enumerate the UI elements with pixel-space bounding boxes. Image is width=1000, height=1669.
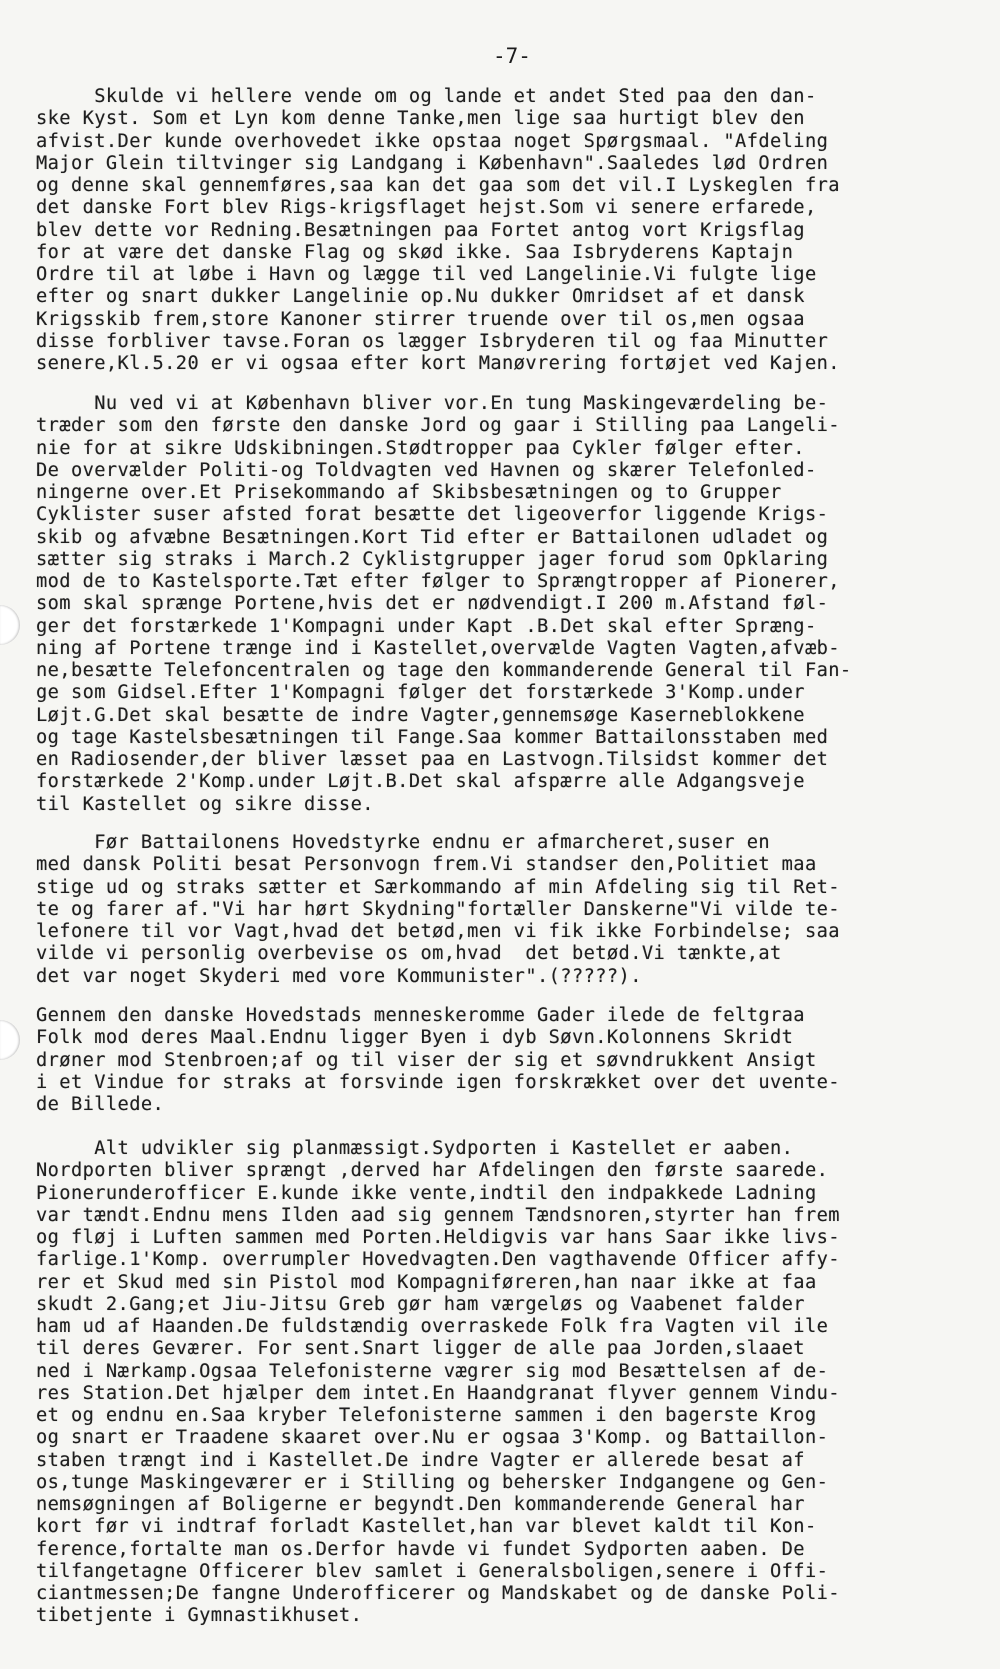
- text-line: ned i Nærkamp.Ogsaa Telefonisterne vægrer sig mod Besættelsen af de-: [36, 1360, 829, 1382]
- text-line: res Station.Det hjælper dem intet.En Haandgranat flyver gennem Vindu-: [36, 1382, 840, 1404]
- text-line: ske Kyst. Som et Lyn kom denne Tanke,men lige saa hurtigt blev den: [36, 108, 805, 130]
- text-line: farlige.1'Komp. overrumpler Hovedvagten.Den vagthavende Officer affy-: [36, 1249, 840, 1271]
- text-line: Nu ved vi at København bliver vor.En tung Maskingeværdeling be-: [36, 393, 829, 414]
- text-line: Folk mod deres Maal.Endnu ligger Byen i dyb Søvn.Kolonnens Skridt: [36, 1027, 794, 1049]
- text-line: efter og snart dukker Langelinie op.Nu dukker Omridset af et dansk: [36, 286, 805, 308]
- text-line: skudt 2.Gang;et Jiu-Jitsu Greb gør ham værgeløs og Vaabenet falder: [36, 1293, 805, 1315]
- text-line: med dansk Politi besat Personvogn frem.Vi standser den,Politiet maa: [36, 854, 817, 876]
- text-line: staben trængt ind i Kastellet.De indre Vagter er allerede besat af: [36, 1449, 805, 1471]
- text-line: de Billede.: [36, 1094, 165, 1115]
- text-line: Løjt.G.Det skal besætte de indre Vagter,gennemsøge Kaserneblokkene: [36, 704, 805, 726]
- text-line: ference,fortalte man os.Derfor havde vi fundet Sydporten aaben. De: [36, 1538, 805, 1560]
- text-line: Før Battailonens Hovedstyrke endnu er afmarcheret,suser en: [36, 832, 771, 853]
- punch-hole: [0, 1020, 20, 1060]
- text-line: var tændt.Endnu mens Ilden aad sig gennem Tændsnoren,styrter han frem: [36, 1204, 840, 1226]
- text-line: disse forbliver tavse.Foran os lægger Isbryderen til og faa Minutter: [36, 330, 829, 352]
- text-line: og tage Kastelsbesætningen til Fange.Saa kommer Battailonsstaben med: [36, 726, 829, 748]
- text-line: os,tunge Maskingeværer er i Stilling og behersker Indgangene og Gen-: [36, 1471, 829, 1493]
- text-line: ge som Gidsel.Efter 1'Kompagni følger det forstærkede 3'Komp.under: [36, 682, 805, 704]
- paragraph-3: [36, 832, 966, 988]
- text-line: Krigsskib frem,store Kanoner stirrer truende over til os,men ogsaa: [36, 308, 805, 330]
- text-line: nemsøgningen af Boligerne er begyndt.Den kommanderende General har: [36, 1494, 805, 1515]
- paragraph-2: [36, 393, 966, 816]
- text-line: træder som den første den danske Jord og gaar i Stilling paa Langeli-: [36, 415, 840, 437]
- text-line: Cyklister suser afsted forat besætte det ligeoverfor liggende Krigs-: [36, 504, 829, 526]
- text-line: Pionerunderofficer E.kunde ikke vente,indtil den indpakkede Ladning: [36, 1182, 817, 1204]
- text-line: i et Vindue for straks at forsvinde igen forskrækket over det uvente-: [36, 1071, 840, 1093]
- text-line: til Kastellet og sikre disse.: [36, 793, 374, 815]
- text-line: Alt udvikler sig planmæssigt.Sydporten i Kastellet er aaben.: [36, 1138, 794, 1159]
- punch-hole: [0, 605, 20, 645]
- text-line: for at være det danske Flag og skød ikke. Saa Isbryderens Kaptajn: [36, 241, 794, 263]
- text-line: et og endnu en.Saa kryber Telefonisterne sammen i den bagerste Krog: [36, 1405, 817, 1426]
- text-line: rer et Skud med sin Pistol mod Kompagniføreren,han naar ikke at faa: [36, 1271, 817, 1293]
- text-line: ningerne over.Et Prisekommando af Skibsbesætningen og to Grupper: [36, 482, 782, 503]
- page-number: -7-: [493, 44, 531, 68]
- text-line: Major Glein tiltvinger sig Landgang i København".Saaledes lød Ordren: [36, 152, 829, 174]
- text-line: ning af Portene trænge ind i Kastellet,overvælde Vagten Vagten,afvæb-: [36, 637, 840, 659]
- text-line: og denne skal gennemføres,saa kan det gaa som det vil.I Lyskeglen fra: [36, 175, 840, 196]
- text-line: forstærkede 2'Komp.under Løjt.B.Det skal afspærre alle Adgangsveje: [36, 771, 805, 793]
- text-line: sætter sig straks i March.2 Cyklistgrupper jager forud som Opklaring: [36, 548, 829, 570]
- paragraph-1: [36, 86, 966, 375]
- text-line: og snart er Traadene skaaret over.Nu er ogsaa 3'Komp. og Battaillon-: [36, 1427, 829, 1449]
- text-line: tibetjente i Gymnastikhuset.: [36, 1605, 363, 1627]
- text-line: mod de to Kastelsporte.Tæt efter følger to Sprængtropper af Pionerer,: [36, 571, 840, 592]
- paragraph-5: [36, 1138, 966, 1628]
- text-line: ciantmessen;De fangne Underofficerer og Mandskabet og de danske Poli-: [36, 1583, 840, 1604]
- text-line: senere,Kl.5.20 er vi ogsaa efter kort Manøvrering fortøjet ved Kajen.: [36, 353, 840, 374]
- text-line: Skulde vi hellere vende om og lande et andet Sted paa den dan-: [36, 86, 817, 107]
- text-line: som skal sprænge Portene,hvis det er nødvendigt.I 200 m.Afstand føl-: [36, 593, 829, 615]
- text-line: det var noget Skyderi med vore Kommunister".(?????).: [36, 965, 642, 987]
- text-line: stige ud og straks sætter et Særkommando af min Afdeling sig til Ret-: [36, 876, 840, 898]
- text-line: til deres Geværer. For sent.Snart ligger de alle paa Jorden,slaaet: [36, 1338, 805, 1360]
- text-line: afvist.Der kunde overhovedet ikke opstaa noget Spørgsmaal. "Afdeling: [36, 130, 829, 152]
- text-line: det danske Fort blev Rigs-krigsflaget hejst.Som vi senere erfarede,: [36, 197, 817, 219]
- text-line: te og farer af."Vi har hørt Skydning"fortæller Danskerne"Vi vilde te-: [36, 898, 840, 920]
- text-line: kort før vi indtraf forladt Kastellet,han var blevet kaldt til Kon-: [36, 1516, 817, 1538]
- text-line: nie for at sikre Udskibningen.Stødtropper paa Cykler følger efter.: [36, 437, 805, 459]
- text-line: vilde vi personlig overbevise os om,hvad det betød.Vi tænkte,at: [36, 943, 782, 965]
- text-line: lefonere til vor Vagt,hvad det betød,men vi fik ikke Forbindelse; saa: [36, 921, 840, 942]
- text-line: Nordporten bliver sprængt ,derved har Afdelingen den første saarede.: [36, 1160, 829, 1182]
- text-line: ham ud af Haanden.De fuldstændig overraskede Folk fra Vagten vil ile: [36, 1316, 829, 1337]
- text-line: ger det forstærkede 1'Kompagni under Kapt .B.Det skal efter Spræng-: [36, 615, 817, 637]
- paragraph-4: [36, 1005, 966, 1116]
- text-line: Ordre til at løbe i Havn og lægge til ved Langelinie.Vi fulgte lige: [36, 264, 817, 285]
- text-line: De overvælder Politi-og Toldvagten ved Havnen og skærer Telefonled-: [36, 459, 817, 481]
- text-line: og fløj i Luften sammen med Porten.Heldigvis var hans Saar ikke livs-: [36, 1227, 840, 1248]
- text-line: tilfangetagne Officerer blev samlet i Generalsboligen,senere i Offi-: [36, 1560, 829, 1582]
- text-line: en Radiosender,der bliver læsset paa en Lastvogn.Tilsidst kommer det: [36, 749, 829, 770]
- text-line: drøner mod Stenbroen;af og til viser der sig et søvndrukkent Ansigt: [36, 1049, 817, 1071]
- text-line: blev dette vor Redning.Besætningen paa Fortet antog vort Krigsflag: [36, 219, 805, 241]
- text-line: skib og afvæbne Besætningen.Kort Tid efter er Battailonen udladet og: [36, 526, 829, 548]
- text-line: ne,besætte Telefoncentralen og tage den kommanderende General til Fan-: [36, 660, 852, 681]
- text-line: Gennem den danske Hovedstads menneskeromme Gader ilede de feltgraa: [36, 1005, 805, 1026]
